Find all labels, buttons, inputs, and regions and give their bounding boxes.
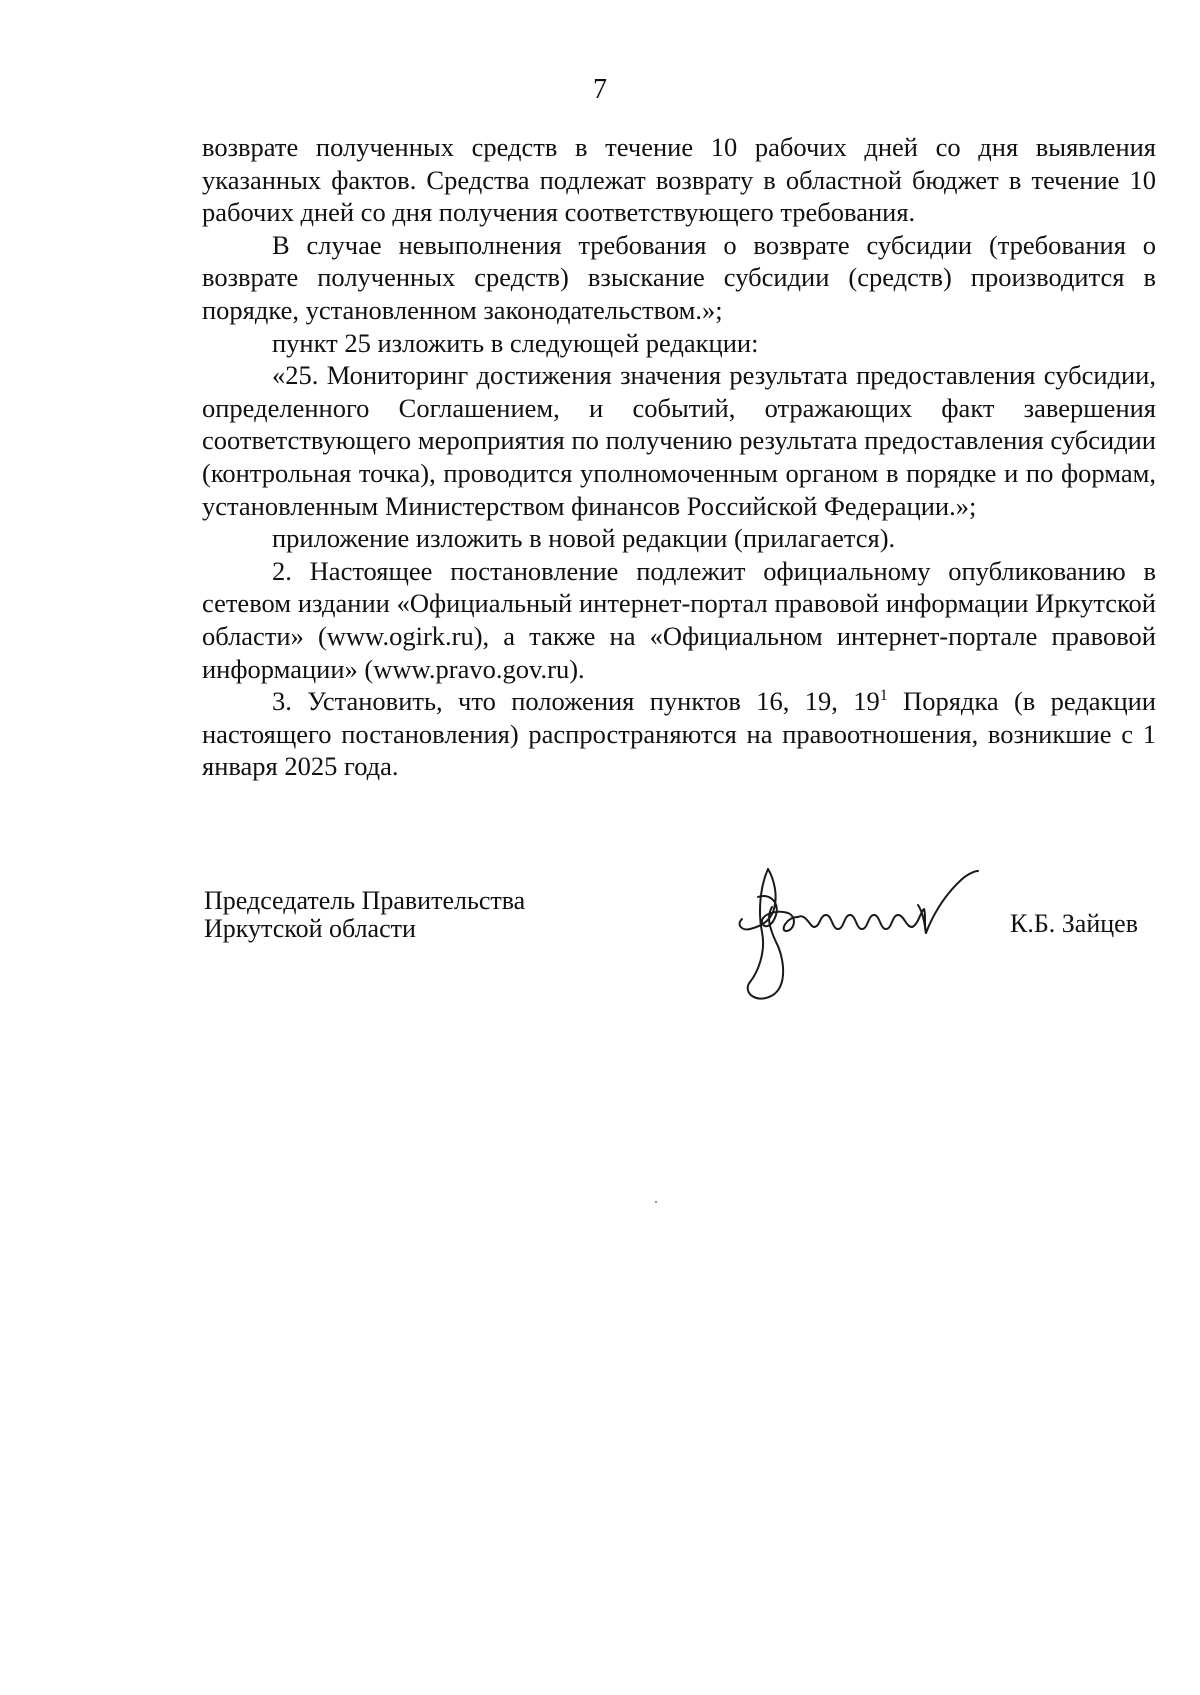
document-body xyxy=(202,131,1156,783)
paragraph-return-of-funds: возврате полученных средств в течение 10 рабочих дней со дня выявления указанных фактов. Средства подлежат возврату в областной бюджет в течение 10 рабочих дней со дня получения соответствующего требования. xyxy=(202,132,1156,228)
effective-date-text-start: 3. Установить, что положения пунктов 16, 19, 19 xyxy=(272,686,880,717)
signatory-title-line-1: Председатель Правительства xyxy=(204,886,526,915)
paragraph-publication: 2. Настоящее постановление подлежит официальному опубликованию в сетевом издании «Официальный интернет-портал правовой информации Иркутской области» (www.ogirk.ru), а также на «Официальном интернет-портале правовой информации» (www.pravo.gov.ru). xyxy=(202,555,1156,684)
signatory-title-line-2: Иркутской области xyxy=(204,914,416,943)
superscript-index: 1 xyxy=(879,687,888,705)
effective-date-text-end: Порядка (в редакции настоящего постановления) распространяются на правоотношения, возникшие с 1 января 2025 года. xyxy=(202,686,1156,782)
paragraph-item-25-intro: пункт 25 изложить в следующей редакции: xyxy=(272,327,759,358)
signatory-title xyxy=(204,887,525,943)
handwritten-signature xyxy=(728,857,998,1007)
scan-speck xyxy=(655,1201,657,1203)
paragraph-appendix: приложение изложить в новой редакции (прилагается). xyxy=(272,523,896,554)
paragraph-item-25-text: «25. Мониторинг достижения значения результата предоставления субсидии, определенного Соглашением, и событий, отражающих факт завершения соответствующего мероприятия по получению результата предоставления субсидии (контрольная точка), проводится уполномоченным органом в порядке и по формам, установленным Министерством финансов Российской Федерации.»; xyxy=(202,360,1156,521)
page-number: 7 xyxy=(593,74,607,105)
signer-name: К.Б. Зайцев xyxy=(1010,909,1138,938)
paragraph-effective-date xyxy=(202,685,1156,783)
paragraph-non-compliance: В случае невыполнения требования о возврате субсидии (требования о возврате полученных средств) взыскание субсидии (средств) производится в порядке, установленном законодательством.»; xyxy=(202,229,1156,325)
